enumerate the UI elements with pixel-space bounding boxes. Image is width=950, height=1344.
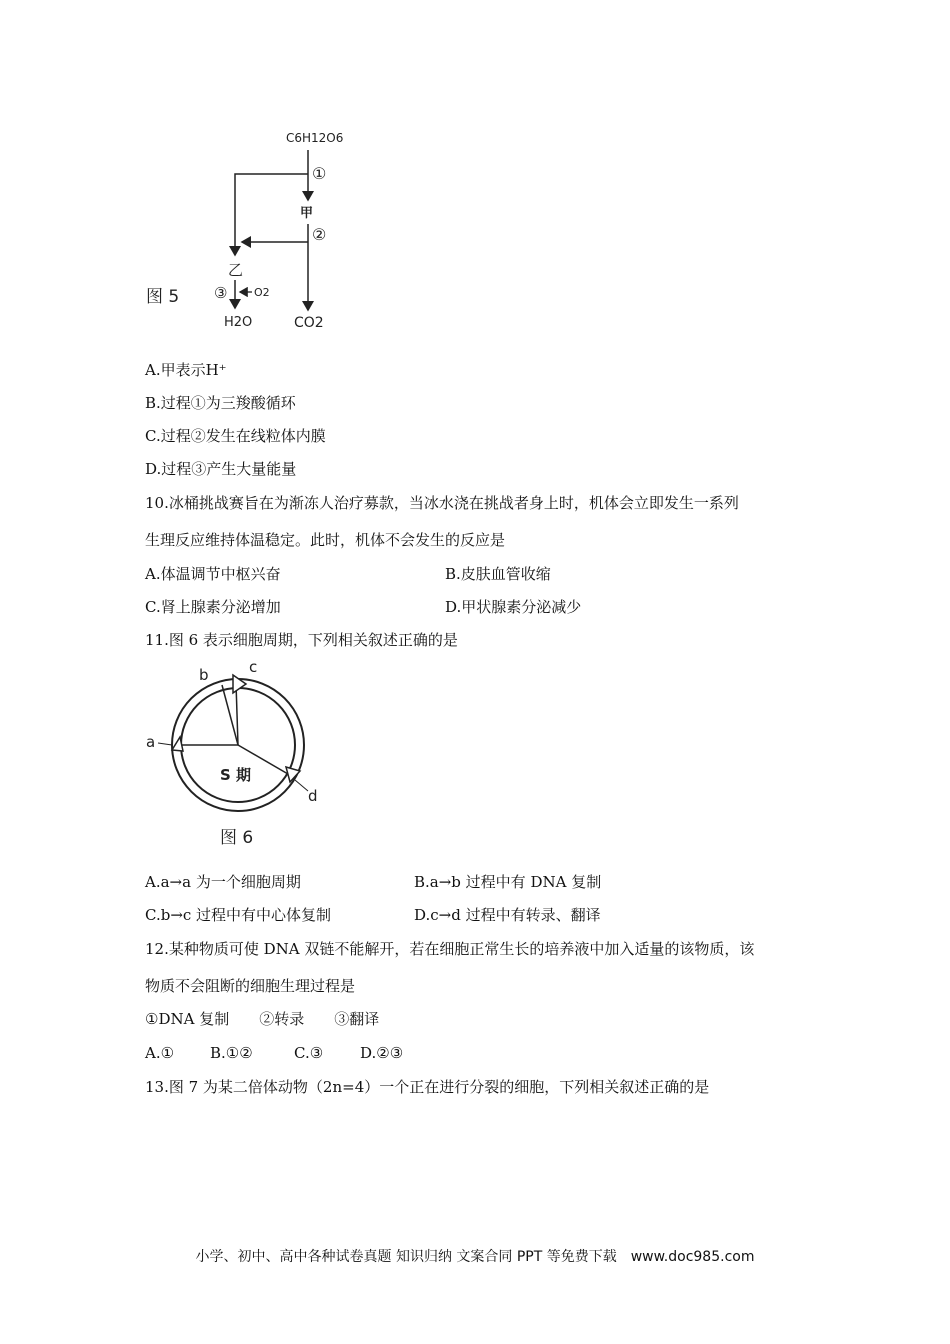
q9-option-a: A.甲表示H⁺ xyxy=(145,361,227,379)
q12-option-d: D.②③ xyxy=(360,1044,404,1062)
figure-5-caption: 图 5 xyxy=(146,287,180,307)
q10-option-d: D.甲状腺素分泌减少 xyxy=(445,598,582,616)
q9-option-c: C.过程②发生在线粒体内膜 xyxy=(145,427,326,445)
q12-stem-line-1: 12.某种物质可使 DNA 双链不能解开，若在细胞正常生长的培养液中加入适量的该物质，该 xyxy=(145,940,755,958)
q12-stem-line-2: 物质不会阻断的细胞生理过程是 xyxy=(145,977,356,995)
page-footer: 小学、初中、高中各种试卷真题 知识归纳 文案合同 PPT 等免费下载 www.doc985.com xyxy=(195,1249,755,1265)
label-c: c xyxy=(249,658,258,676)
q13-stem: 13.图 7 为某二倍体动物（2n=4）一个正在进行分裂的细胞，下列相关叙述正确的是 xyxy=(145,1078,710,1096)
arrow-glucose-to-yi xyxy=(235,174,308,255)
q9-option-d: D.过程③产生大量能量 xyxy=(145,460,297,478)
q10-stem-line-2: 生理反应维持体温稳定。此时，机体不会发生的反应是 xyxy=(145,531,506,549)
label-a: a xyxy=(146,733,156,751)
q10-option-b: B.皮肤血管收缩 xyxy=(445,565,551,583)
step-3-label: ③ xyxy=(214,284,228,302)
leader-d xyxy=(295,780,308,791)
q11-option-d: D.c→d 过程中有转录、翻译 xyxy=(414,906,601,924)
yi-label: 乙 xyxy=(228,261,244,279)
figure-6-cell-cycle-diagram xyxy=(140,655,330,855)
glucose-label: C6H12O6 xyxy=(286,131,344,145)
co2-label: CO2 xyxy=(294,315,324,331)
step-1-label: ① xyxy=(312,164,327,183)
step-2-label: ② xyxy=(312,225,327,244)
q12-option-c: C.③ xyxy=(294,1044,324,1062)
s-phase-label: S 期 xyxy=(220,766,252,784)
figure-6-caption: 图 6 xyxy=(220,828,254,848)
q9-option-b: B.过程①为三羧酸循环 xyxy=(145,394,296,412)
jia-label: 甲 xyxy=(300,206,314,221)
q11-option-a: A.a→a 为一个细胞周期 xyxy=(145,873,301,891)
radius-to-b xyxy=(222,685,238,745)
q11-option-c: C.b→c 过程中有中心体复制 xyxy=(145,906,332,924)
q10-stem-line-1: 10.冰桶挑战赛旨在为渐冻人治疗募款，当冰水浇在挑战者身上时，机体会立即发生一系列 xyxy=(145,494,739,512)
q12-option-a: A.① xyxy=(145,1044,175,1062)
label-d: d xyxy=(308,787,318,805)
ring-arrow-c xyxy=(233,675,246,693)
radius-to-c xyxy=(236,683,238,745)
o2-label: O2 xyxy=(254,286,270,299)
q10-option-c: C.肾上腺素分泌增加 xyxy=(145,598,281,616)
h2o-label: H2O xyxy=(224,315,253,330)
q11-option-b: B.a→b 过程中有 DNA 复制 xyxy=(414,873,602,891)
q12-option-b: B.①② xyxy=(210,1044,253,1062)
q12-process-list: ①DNA 复制 ②转录 ③翻译 xyxy=(145,1010,380,1028)
leader-a xyxy=(158,743,172,745)
figure-5-respiration-diagram xyxy=(140,122,350,340)
label-b: b xyxy=(199,666,209,684)
q11-stem: 11.图 6 表示细胞周期，下列相关叙述正确的是 xyxy=(145,631,458,649)
q10-option-a: A.体温调节中枢兴奋 xyxy=(145,565,281,583)
